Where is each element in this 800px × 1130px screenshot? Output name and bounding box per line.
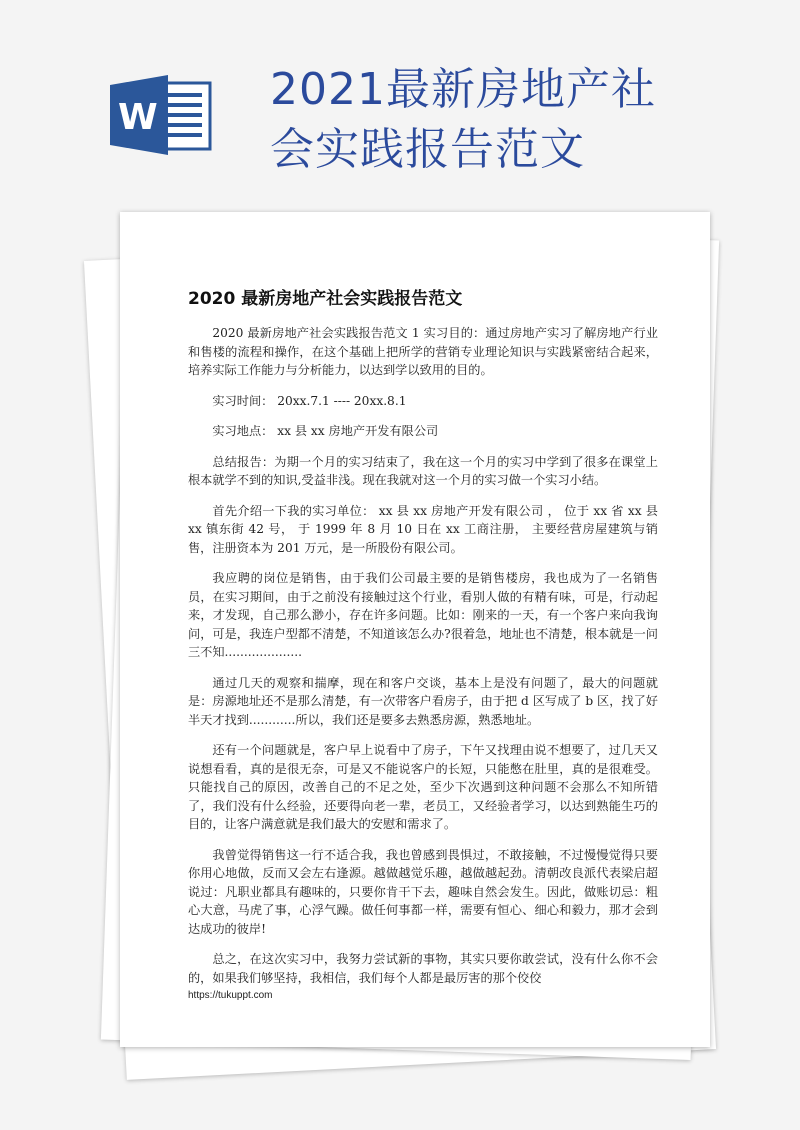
paragraph: 实习时间： 20xx.7.1 ---- 20xx.8.1 [212, 393, 407, 408]
paragraph: 我应聘的岗位是销售，由于我们公司最主要的是销售楼房，我也成为了一名销售员，在实习期间，由于之前没有接触过这个行业，看别人做的有精有味，可是，行动起来，才发现，自己那么渺小，存在许多问题。比如：刚来的一天，有一个客户来向我询问，可是，我连户型都不清楚，不知道该怎么办?很着急，地址也不清楚，根本就是一问三不知.................... [188, 571, 658, 659]
paragraph: 还有一个问题就是，客户早上说看中了房子，下午又找理由说不想要了，过几天又说想看看，真的是很无奈，可是又不能说客户的长短，只能憋在肚里，真的是很难受。只能找自己的原因，改善自己的不足之处，至少下次遇到这种问题不会那么不知所错了，我们没有什么经验，还要得向老一辈，老员工，又经验者学习，以达到熟能生巧的目的，让客户满意就是我们最大的安慰和需求了。 [188, 743, 658, 831]
word-icon [110, 75, 215, 155]
paragraph: 实习地点： xx 县 xx 房地产开发有限公司 [212, 424, 439, 438]
paragraph: 通过几天的观察和揣摩，现在和客户交谈，基本上是没有问题了，最大的问题就是：房源地址还不是那么清楚，有一次带客户看房子，由于把 d 区写成了 b 区，找了好半天才找到............所以，我们还是要多去熟悉房源，熟悉地址。 [188, 675, 658, 727]
paragraph: 2020 最新房地产社会实践报告范文 1 实习目的：通过房地产实习了解房地产行业和售楼的流程和操作，在这个基础上把所学的营销专业理论知识与实践紧密结合起来，培养实际工作能力与分析能力，以达到学以致用的目的。 [188, 326, 658, 377]
heading-line-1: 2021最新房地产社 [270, 64, 656, 115]
paragraph: 首先介绍一下我的实习单位： xx 县 xx 房地产开发有限公司 ， 位于 xx 省 xx 县 xx 镇东街 42 号， 于 1999 年 8 月 10 日在 xx 工商注册， 主要经营房屋建筑与销售，注册资本为 201 万元，是一所股份有限公司。 [188, 503, 658, 555]
page-heading [270, 60, 790, 180]
document-page [120, 212, 710, 1047]
paragraph: 总结报告：为期一个月的实习结束了，我在这一个月的实习中学到了很多在课堂上根本就学不到的知识,受益非浅。现在我就对这一个月的实习做一个实习小结。 [188, 454, 658, 487]
document-title: 2020 最新房地产社会实践报告范文 [188, 289, 463, 309]
paragraph: 我曾觉得销售这一行不适合我，我也曾感到畏惧过，不敢接触，不过慢慢觉得只要你用心地做，反而又会左右逢源。越做越觉乐趣，越做越起劲。清朝改良派代表梁启超说过：凡职业都具有趣味的，只要你肯干下去，趣味自然会发生。因此，做账切忌：粗心大意，马虎了事，心浮气躁。做任何事都一样，需要有恒心、细心和毅力，那才会到达成功的彼岸! [188, 847, 658, 936]
document-body [188, 324, 658, 999]
paragraph: 总之，在这次实习中，我努力尝试新的事物，其实只要你敢尝试，没有什么你不会的，如果我们够坚持，我相信，我们每个人都是最厉害的那个佼佼 [188, 952, 658, 985]
heading-line-2: 会实践报告范文 [270, 124, 585, 175]
word-logo-letter: W [118, 97, 158, 138]
page-url: https://tukuppt.com [188, 990, 273, 1001]
header [0, 0, 800, 200]
